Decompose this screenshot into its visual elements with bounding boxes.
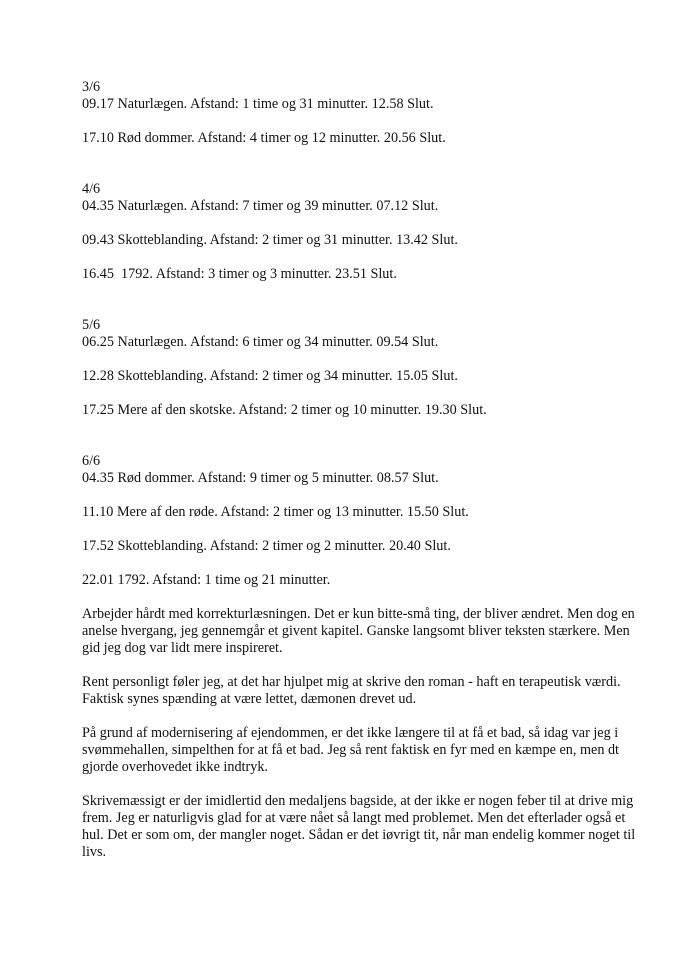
- log-entry: 09.17 Naturlægen. Afstand: 1 time og 31 minutter. 12.58 Slut.: [82, 96, 434, 112]
- body-paragraph: Rent personligt føler jeg, at det har hjulpet mig at skrive den roman - haft en terapeutisk værdi. Faktisk synes spænding at være lettet, dæmonen drevet ud.: [82, 674, 621, 707]
- log-entry: 04.35 Naturlægen. Afstand: 7 timer og 39 minutter. 07.12 Slut.: [82, 198, 439, 214]
- date-heading: 6/6: [82, 453, 101, 469]
- log-entry: 09.43 Skotteblanding. Afstand: 2 timer og 31 minutter. 13.42 Slut.: [82, 232, 458, 248]
- log-entry: 11.10 Mere af den røde. Afstand: 2 timer og 13 minutter. 15.50 Slut.: [82, 504, 469, 520]
- log-entry: 22.01 1792. Afstand: 1 time og 21 minutter.: [82, 572, 331, 588]
- log-entry: 06.25 Naturlægen. Afstand: 6 timer og 34 minutter. 09.54 Slut.: [82, 334, 439, 350]
- log-entry: 16.45 1792. Afstand: 3 timer og 3 minutter. 23.51 Slut.: [82, 266, 397, 282]
- log-entry: 17.25 Mere af den skotske. Afstand: 2 timer og 10 minutter. 19.30 Slut.: [82, 402, 487, 418]
- date-heading: 3/6: [82, 79, 101, 95]
- date-heading: 4/6: [82, 181, 101, 197]
- log-entry: 12.28 Skotteblanding. Afstand: 2 timer og 34 minutter. 15.05 Slut.: [82, 368, 458, 384]
- log-entry: 17.10 Rød dommer. Afstand: 4 timer og 12 minutter. 20.56 Slut.: [82, 130, 446, 146]
- body-paragraph: Arbejder hårdt med korrekturlæsningen. Det er kun bitte-små ting, der bliver ændret. Men dog en anelse hvergang, jeg gennemgår et givent kapitel. Ganske langsomt bliver teksten stærkere. Men gid jeg dog var lidt mere inspireret.: [82, 606, 635, 656]
- log-entry: 17.52 Skotteblanding. Afstand: 2 timer og 2 minutter. 20.40 Slut.: [82, 538, 451, 554]
- log-entry: 04.35 Rød dommer. Afstand: 9 timer og 5 minutter. 08.57 Slut.: [82, 470, 439, 486]
- body-paragraph: Skrivemæssigt er der imidlertid den medaljens bagside, at der ikke er nogen feber til at drive mig frem. Jeg er naturligvis glad for at være nået så langt med problemet. Men det efterlader også et hul. Det er som om, der mangler noget. Sådan er det iøvrigt tit, når man endelig kommer noget til livs.: [82, 793, 636, 860]
- body-paragraph: På grund af modernisering af ejendommen, er det ikke længere til at få et bad, så idag var jeg i svømmehallen, simpelthen for at få et bad. Jeg så rent faktisk en fyr med en kæmpe en, men dt gjorde overhovedet ikke indtryk.: [82, 725, 619, 775]
- date-heading: 5/6: [82, 317, 101, 333]
- document-page: [82, 79, 642, 861]
